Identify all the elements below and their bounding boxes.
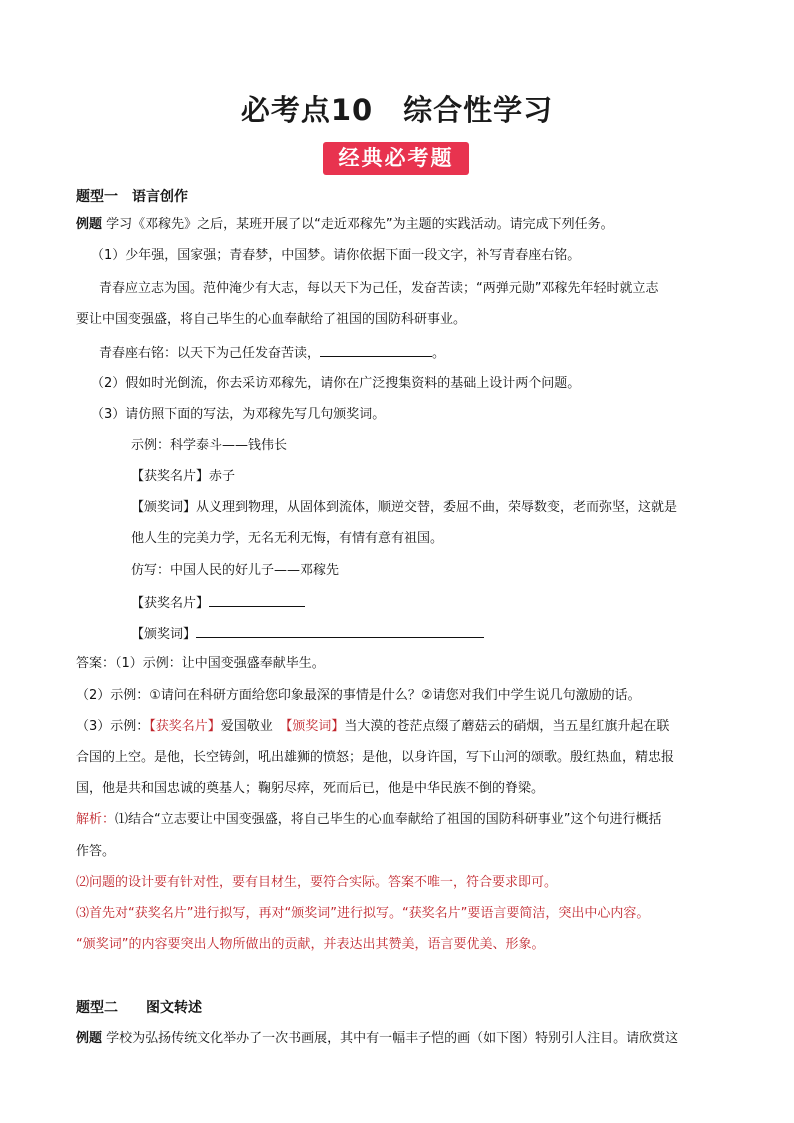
answer-3-words-label: 【颁奖词】 bbox=[285, 719, 345, 734]
answer-label: 答案： bbox=[76, 656, 116, 671]
award-name-value: 赤子 bbox=[209, 469, 236, 484]
award-words-blank bbox=[196, 623, 484, 638]
motto-blank bbox=[320, 342, 432, 357]
answer-3-name-label: 【获奖名片】 bbox=[149, 719, 221, 734]
answer-1-line bbox=[76, 654, 325, 674]
section1-example bbox=[76, 215, 614, 235]
answer-3-line-2: 合国的上空。是他，长空铸剑，吼出雄狮的愤怒；是他，以身许国，写下山河的颂歌。殷红热血，精忠报 bbox=[76, 750, 675, 765]
imitate-line: 仿写：中国人民的好儿子——邓稼先 bbox=[131, 563, 340, 578]
section2-example bbox=[76, 1029, 678, 1049]
award-words-line-1 bbox=[131, 498, 677, 518]
award-words-line-2: 他人生的完美力学，无名无利无悔，有情有意有祖国。 bbox=[131, 531, 444, 546]
section2-example-text: 学校为弘扬传统文化举办了一次书画展，其中有一幅丰子恺的画（如下图）特别引人注目。请欣赏这 bbox=[102, 1031, 679, 1046]
analysis-p3-line-2: “颁奖词”的内容要突出人物所做出的贡献，并表达出其赞美，语言要优美、形象。 bbox=[76, 937, 545, 952]
motto-line bbox=[99, 342, 445, 364]
badge-label: 经典必考题 bbox=[338, 146, 454, 170]
section2-heading: 题型二 图文转述 bbox=[76, 1000, 202, 1016]
answer-2: （2）示例：①请问在科研方面给您印象最深的事情是什么？②请您对我们中学生说几句激励的话。 bbox=[76, 688, 641, 703]
award-name-blank bbox=[209, 592, 305, 607]
classic-questions-badge bbox=[323, 142, 469, 175]
analysis-line-2: 作答。 bbox=[76, 844, 116, 859]
award-name-line bbox=[131, 467, 235, 487]
section1-heading: 题型一 语言创作 bbox=[76, 189, 188, 205]
analysis-line-1 bbox=[76, 810, 662, 830]
answer-3-line-3: 国，他是共和国忠诚的奠基人；鞠躬尽瘁，死而后已，他是中华民族不倒的脊梁。 bbox=[76, 781, 545, 796]
question-2: （2）假如时光倒流，你去采访邓稼先，请你在广泛搜集资料的基础上设计两个问题。 bbox=[91, 376, 581, 391]
analysis-p3-line-1: ⑶首先对“获奖名片”进行拟写，再对“颁奖词”进行拟写。“获奖名片”要语言要简洁，突出中心内容。 bbox=[76, 906, 650, 921]
page-title: 必考点10 综合性学习 bbox=[240, 93, 554, 127]
award-words-label: 【颁奖词】 bbox=[131, 500, 197, 515]
example-text: 学习《邓稼先》之后，某班开展了以“走近邓稼先”为主题的实践活动。请完成下列任务。 bbox=[102, 217, 614, 232]
answer-3-text-1: 当大漠的苍茫点缀了蘑菇云的硝烟，当五星红旗升起在联 bbox=[344, 719, 670, 734]
blank-award-name-label: 【获奖名片】 bbox=[131, 596, 210, 611]
answer-3-line-1 bbox=[76, 717, 669, 737]
question-3: （3）请仿照下面的写法，为邓稼先写几句颁奖词。 bbox=[91, 407, 386, 422]
blank-award-words-line bbox=[131, 623, 484, 645]
question-1: （1）少年强，国家强；青春梦，中国梦。请你依据下面一段文字，补写青春座右铭。 bbox=[91, 248, 581, 263]
blank-award-words-label: 【颁奖词】 bbox=[131, 627, 197, 642]
analysis-label: 解析： bbox=[76, 812, 116, 827]
motto-end: 。 bbox=[432, 346, 446, 361]
answer-3-prefix: （3）示例： bbox=[76, 719, 150, 734]
blank-award-name-line bbox=[131, 592, 305, 614]
sample-line: 示例：科学泰斗——钱伟长 bbox=[131, 438, 288, 453]
passage-line-1: 青春应立志为国。范仲淹少有大志，每以天下为己任，发奋苦读；“两弹元勋”邓稼先年轻时就立志 bbox=[99, 281, 659, 296]
award-name-label: 【获奖名片】 bbox=[131, 469, 210, 484]
section2-example-label: 例题 bbox=[76, 1031, 103, 1046]
analysis-p2: ⑵问题的设计要有针对性，要有目材生，要符合实际。答案不唯一，符合要求即可。 bbox=[76, 875, 558, 890]
answer-1: （1）示例：让中国变强盛奉献毕生。 bbox=[115, 656, 325, 671]
passage-line-2: 要让中国变强盛，将自己毕生的心血奉献给了祖国的国防科研事业。 bbox=[76, 312, 467, 327]
analysis-p1-text: ⑴结合“立志要让中国变强盛，将自己毕生的心血奉献给了祖国的国防科研事业”这个句进行概括 bbox=[115, 812, 662, 827]
example-label: 例题 bbox=[76, 217, 103, 232]
motto-text: 青春座右铭：以天下为己任发奋苦读， bbox=[99, 346, 321, 361]
award-words-text: 从义理到物理，从固体到流体，顺逆交替，委屈不曲，荣辱数变，老而弥坚，这就是 bbox=[196, 500, 678, 515]
answer-3-name-value: 爱国敬业 bbox=[220, 719, 286, 734]
